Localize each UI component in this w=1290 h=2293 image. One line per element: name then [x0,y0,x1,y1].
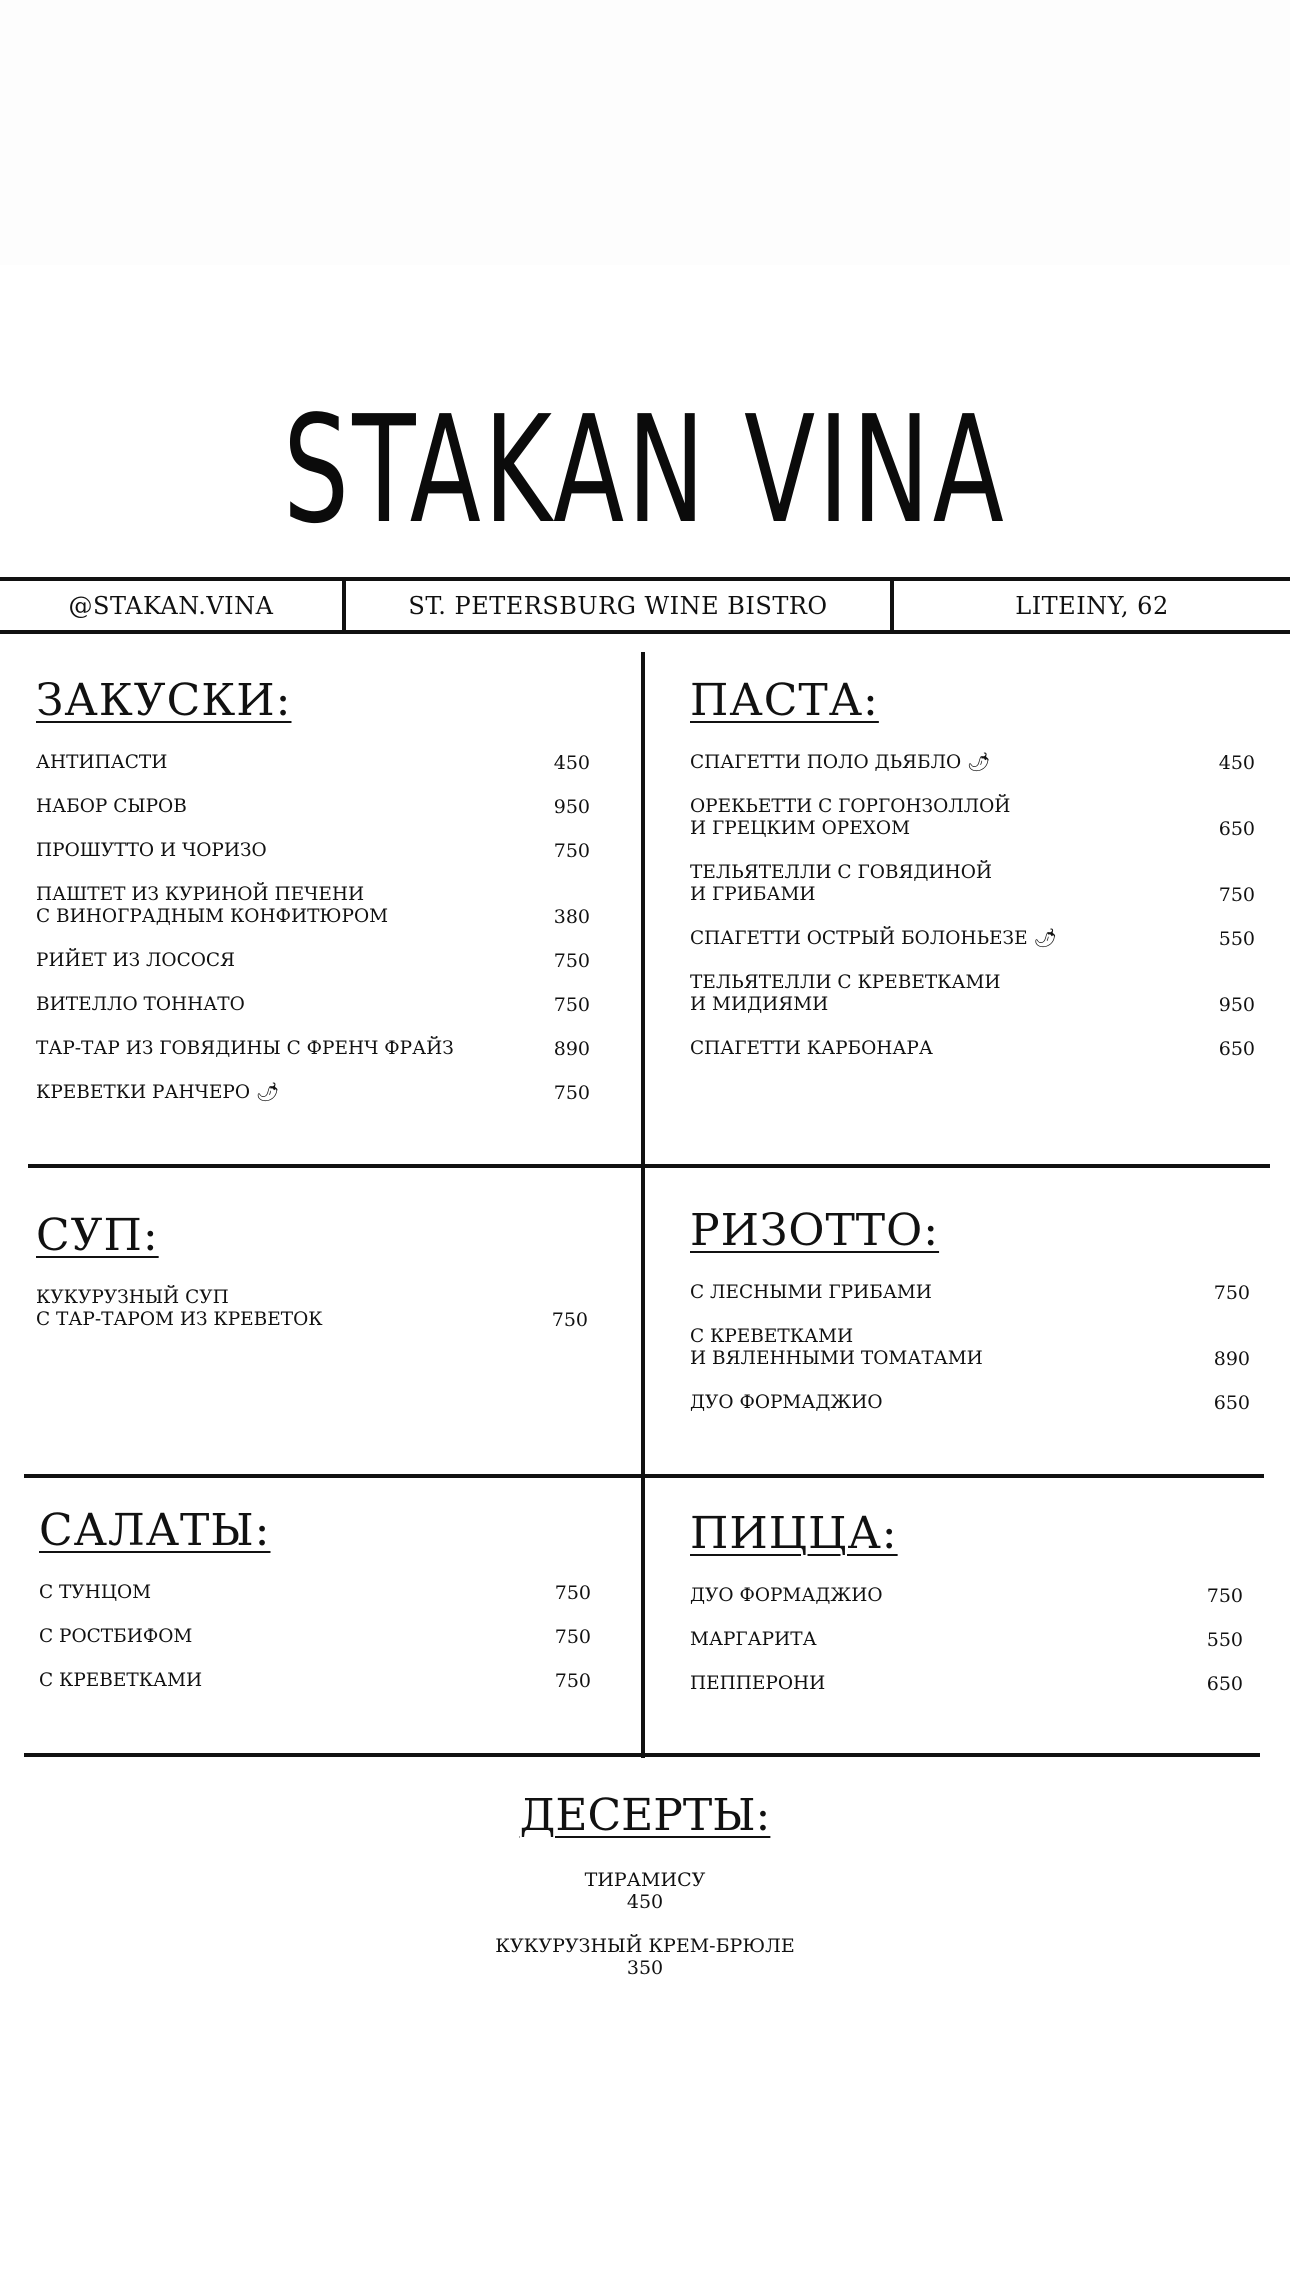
item-price: 750 [1218,884,1255,906]
item-name: КУКУРУЗНЫЙ СУП С ТАР-ТАРОМ ИЗ КРЕВЕТОК [36,1287,323,1330]
item-price: 750 [553,840,590,862]
item-price: 750 [1206,1585,1243,1607]
section-pizza [690,1508,1243,1717]
item-name: НАБОР СЫРОВ [36,796,187,817]
item-name: ПЕППЕРОНИ [690,1673,826,1694]
menu-item [0,1935,1290,1979]
item-price: 550 [1206,1629,1243,1651]
brand-logo: STAKAN VINA [283,384,1007,556]
item-name: ДУО ФОРМАДЖИО [690,1392,883,1413]
section-title: ПАСТА: [690,675,879,726]
item-name: ДУО ФОРМАДЖИО [690,1585,883,1606]
menu-item [690,1673,1243,1695]
item-price: 950 [553,796,590,818]
divider-row-1 [28,1164,1270,1168]
item-name: С ТУНЦОМ [39,1582,152,1603]
menu-item [690,1326,1250,1370]
menu-item [36,840,590,862]
section-zakuski [36,675,590,1126]
item-price: 650 [1213,1392,1250,1414]
menu-item [36,994,590,1016]
menu-item [39,1582,591,1604]
item-price: 750 [554,1670,591,1692]
item-name: ТЕЛЬЯТЕЛЛИ С ГОВЯДИНОЙ И ГРИБАМИ [690,862,993,905]
item-price: 750 [553,1082,590,1104]
divider-row-2 [24,1474,1264,1478]
menu-item [690,1629,1243,1651]
section-title: ПИЦЦА: [690,1508,898,1559]
item-name: СПАГЕТТИ ПОЛО ДЬЯБЛО 🌶 [690,752,991,773]
item-price: 750 [554,1626,591,1648]
menu-item [39,1626,591,1648]
menu-item [690,1585,1243,1607]
item-name: КРЕВЕТКИ РАНЧЕРО 🌶 [36,1082,280,1103]
menu-item [39,1670,591,1692]
menu-item [36,1287,588,1331]
menu-item [690,1038,1255,1060]
section-pasta [690,675,1255,1082]
item-name: КУКУРУЗНЫЙ КРЕМ-БРЮЛЕ [495,1935,795,1957]
section-title: САЛАТЫ: [39,1505,271,1556]
divider-row-3 [24,1753,1260,1757]
menu-item [690,972,1255,1016]
menu-item [36,796,590,818]
item-price: 650 [1218,1038,1255,1060]
menu-item [690,796,1255,840]
item-price: 380 [553,906,590,928]
item-name: ТЕЛЬЯТЕЛЛИ С КРЕВЕТКАМИ И МИДИЯМИ [690,972,1001,1015]
item-name: ПАШТЕТ ИЗ КУРИНОЙ ПЕЧЕНИ С ВИНОГРАДНЫМ КОНФИТЮРОМ [36,884,389,927]
item-price: 950 [1218,994,1255,1016]
item-name: ТАР-ТАР ИЗ ГОВЯДИНЫ С ФРЕНЧ ФРАЙЗ [36,1038,454,1059]
menu-item [36,884,590,928]
item-price: 450 [1218,752,1255,774]
item-price: 750 [551,1309,588,1331]
menu-item [690,862,1255,906]
item-price: 750 [553,950,590,972]
menu-item [36,1038,590,1060]
menu-item [0,1869,1290,1913]
item-price: 750 [1213,1282,1250,1304]
section-title: СУП: [36,1210,159,1261]
item-name: С КРЕВЕТКАМИ И ВЯЛЕННЫМИ ТОМАТАМИ [690,1326,983,1369]
section-title: ДЕСЕРТЫ: [519,1790,771,1841]
section-salads [39,1505,591,1714]
item-name: ВИТЕЛЛО ТОННАТО [36,994,245,1015]
section-desserts [0,1790,1290,2001]
item-name: ТИРАМИСУ [584,1869,706,1891]
section-risotto [690,1205,1250,1436]
item-name: ОРЕКЬЕТТИ С ГОРГОНЗОЛЛОЙ И ГРЕЦКИМ ОРЕХОМ [690,796,1011,839]
item-price: 350 [626,1957,664,1979]
item-price: 750 [554,1582,591,1604]
item-price: 750 [553,994,590,1016]
menu-item [36,950,590,972]
instagram-handle: @STAKAN.VINA [0,581,346,630]
menu-item [36,752,590,774]
top-blank-band [0,0,1290,265]
menu-item [690,1282,1250,1304]
section-title: ЗАКУСКИ: [36,675,292,726]
item-price: 890 [1213,1348,1250,1370]
section-title: РИЗОТТО: [690,1205,940,1256]
item-name: АНТИПАСТИ [36,752,168,773]
tagline: ST. PETERSBURG WINE BISTRO [346,581,894,630]
info-bar [0,577,1290,634]
item-price: 650 [1206,1673,1243,1695]
section-soup [36,1210,588,1353]
item-name: СПАГЕТТИ ОСТРЫЙ БОЛОНЬЕЗЕ 🌶 [690,928,1057,949]
item-name: С КРЕВЕТКАМИ [39,1670,203,1691]
item-name: МАРГАРИТА [690,1629,817,1650]
menu-item [690,752,1255,774]
item-name: ПРОШУТТО И ЧОРИЗО [36,840,267,861]
item-price: 550 [1218,928,1255,950]
address: LITEINY, 62 [1015,591,1169,620]
item-price: 450 [553,752,590,774]
divider-vertical-top [641,652,645,1758]
menu-item [690,928,1255,950]
item-price: 450 [626,1891,664,1913]
item-price: 650 [1218,818,1255,840]
item-name: СПАГЕТТИ КАРБОНАРА [690,1038,933,1059]
item-price: 890 [553,1038,590,1060]
item-name: С ЛЕСНЫМИ ГРИБАМИ [690,1282,932,1303]
item-name: РИЙЕТ ИЗ ЛОСОСЯ [36,950,236,971]
item-name: С РОСТБИФОМ [39,1626,193,1647]
menu-item [36,1082,590,1104]
menu-item [690,1392,1250,1414]
